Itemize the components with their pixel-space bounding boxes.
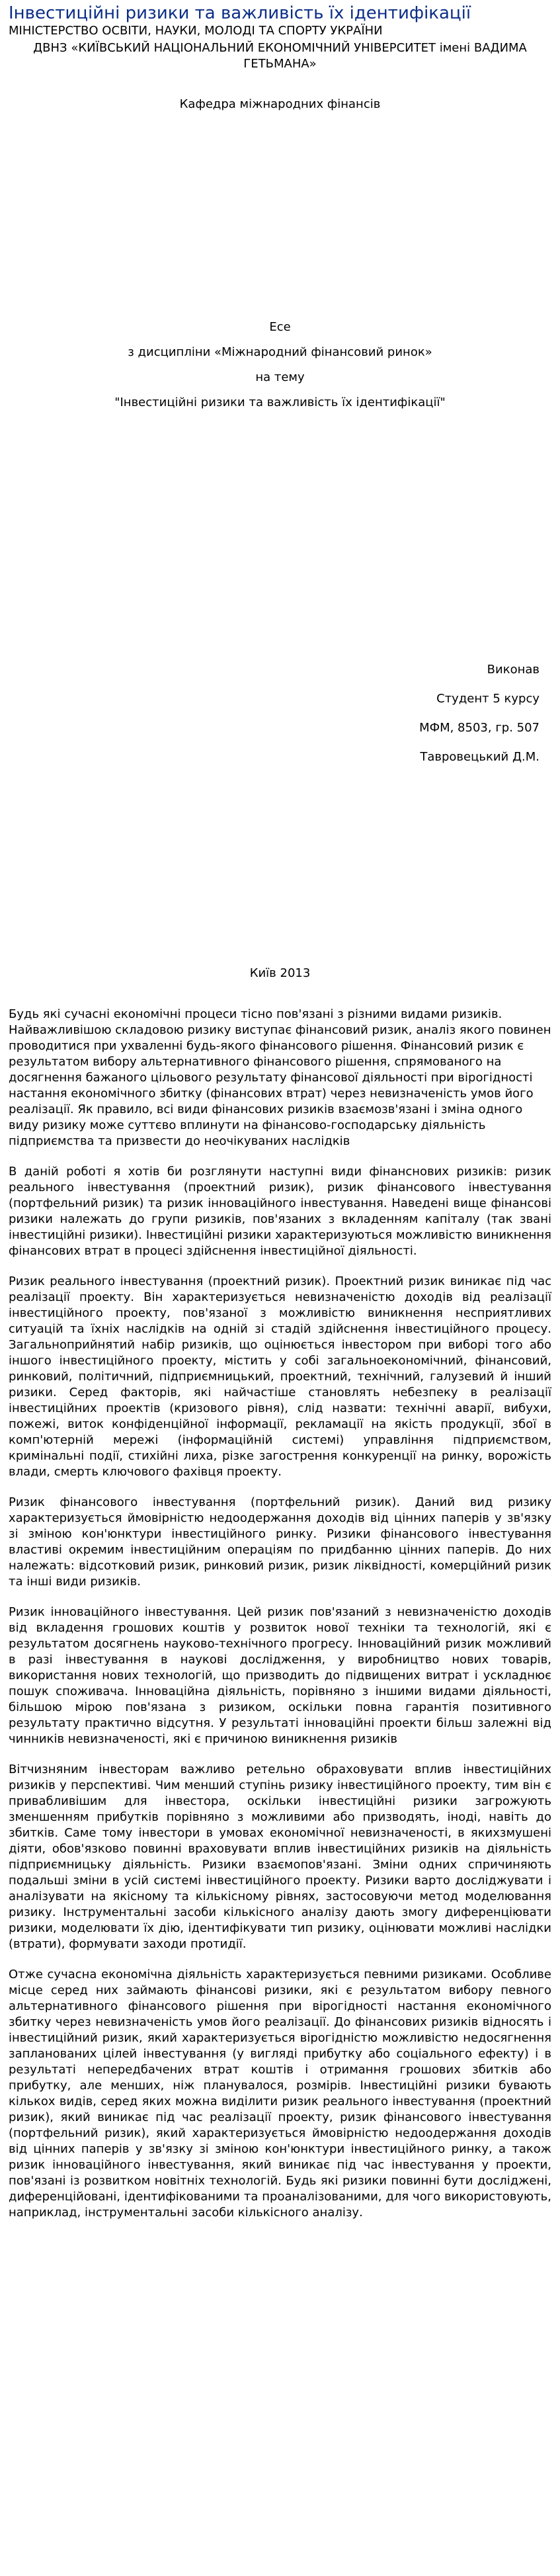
city-year: Київ 2013 <box>249 966 311 980</box>
university-name: ДВНЗ «КИЇВСЬКИЙ НАЦІОНАЛЬНИЙ ЕКОНОМІЧНИЙ УНІВЕРСИТЕТ імені ВАДИМА ГЕТЬМАНА» <box>33 41 527 71</box>
ministry-name: МІНІСТЕРСТВО ОСВІТИ, НАУКИ, МОЛОДІ ТА СПОРТУ УКРАЇНИ <box>9 24 383 38</box>
author-performed: Виконав <box>487 663 540 677</box>
paragraph: Ризик інноваційного інвестування. Цей ризик пов'язаний з невизначеністю доходів від вкладення грошових коштів у розвиток нової техніки та технологій, які є результатом досягнень науково-технічного прогресу. Інноваційний ризик можливий в разі інвестування в наукові дослідження, у виробництво нових товарів, використання нових технологій, що призводить до підвищених витрат і ускладнює пошук споживача. Інноваційна діяльність, порівняно з іншими видами діяльності, більшою мірою пов'язана з ризиком, оскільки повна гарантія позитивного результату практично відсутня. У результаті інноваційні проекти більш залежні від чинників невизначеності, які є причиною виникнення ризиків <box>9 1605 551 1746</box>
paragraph: Отже сучасна економічна діяльність характеризується певними ризиками. Особливе місце серед них займають фінансові ризики, які є результатом вибору певного альтернативного фінансового рішення при вірогідності настання економічного збитку через невизначеність умов його реалізації. До фінансових ризиків відносять і інвестиційний ризик, який характеризується вірогідністю можливістю недосягнення запланованих цілей інвестування (у вигляді прибутку або соціального ефекту) і в результаті непередбачених втрат коштів і отримання грошових збитків або прибутку, але менших, ніж планувалося, розмірів. Інвестиційні ризики бувають кількох видів, серед яких можна виділити ризик реального інвестування (проектний ризик), який виникає під час реалізації проекту, ризик фінансового інвестування (портфельний ризик), який характеризується ймовірністю недоодержання доходів від цінних паперів у зв'язку зі зміною кон'юнктури інвестиційного ринку, а також ризик інноваційного інвестування, який виникає під час інвестування у проекти, пов'язані із розвитком новітніх технологій. Будь які ризики повинні бути досліджені, диференційовані, ідентифікованими та проаналізованими, для чого використовують, наприклад, інструментальні засоби кількісного аналізу. <box>9 1968 551 2220</box>
department-name: Кафедра міжнародних фінансів <box>179 97 381 111</box>
paragraph: Вітчизняним інвесторам важливо ретельно обраховувати вплив інвестиційних ризиків у перспективі. Чим менший ступінь ризику інвестиційного проекту, тим він є привабливішим для інвестора, оскільки інвестиційні ризики загрожують зменшенням прибутків порівняно з можливими або призводять, іноді, навіть до збитків. Саме тому інвестори в умовах економічної невизначеності, в якихзмушені діяти, обов'язково повинні враховувати вплив інвестиційних ризиків на діяльність підприємницьку діяльність. Ризики взаємопов'язані. Зміни одних спричиняють подальші зміни в усій системі інвестиційного проекту. Ризики варто досліджувати і аналізувати на якісному та кількісному рівнях, застосовуючи метод моделювання ризику. Інструментальні засоби кількісного аналізу дають змогу диференціювати ризики, моделювати їх дію, ідентифікувати тип ризику, оцінювати можливі наслідки (втрати), формувати заходи протидії. <box>9 1763 551 1951</box>
author-block <box>9 662 551 765</box>
author-name: Тавровецький Д.М. <box>420 750 540 764</box>
essay-topic: "Інвестиційні ризики та важливість їх ідентифікації" <box>114 395 446 409</box>
paragraph: Будь які сучасні економічні процеси тісно пов'язані з різними видами ризиків. Найважливішою складовою ризику виступає фінансовий ризик, аналіз якого повинен проводитися при ухваленні будь-якого фінансового рішення. Фінансовий ризик є результатом вибору альтернативного фінансового рішення, спрямованого на досягнення бажаного цільового результату фінансової діяльності при вірогідності настання економічного збитку (фінансових втрат) через невизначеність умов його реалізації. Як правило, всі види фінансових ризиків взаємозв'язані і зміна одного виду ризику може суттєво вплинути на фінансово-господарську діяльність підприємства та призвести до неочікуваних наслідків <box>9 1007 551 1148</box>
paragraph: В даній роботі я хотів би розглянути наступні види фінанснових ризиків: ризик реального інвестування (проектний ризик), ризик фінансового інвестування (портфельний ризик) та ризик інноваційного інвестування. Наведені вище фінансові ризики належать до групи ризиків, пов'язаних з вкладенням капіталу (так звані інвестиційні ризики). Інвестиційні ризики характеризуються можливістю виникнення фінансових втрат в процесі здійснення інвестиційної діяльності. <box>9 1165 551 1258</box>
author-group: МФМ, 8503, гр. 507 <box>419 721 540 735</box>
essay-title-block <box>9 319 551 411</box>
paragraph: Ризик реального інвестування (проектний ризик). Проектний ризик виникає під час реалізації проекту. Він характеризується невизначеністю доходів від реалізації інвестиційного проекту, пов'язаної з можливістю виникнення несприятливих ситуацій та їхніх наслідків на одній зі стадій здійснення інвестиційного процесу. Загальноприйнятий набір ризиків, що оцінюється інвестором при виборі того або іншого інвестиційного проекту, містить у собі загальноекономічний, фінансовий, ринковий, політичний, підприємницький, проектний, технічний, галузевий й інший ризики. Серед факторів, які найчастіше становлять небезпеку в реалізації інвестиційних проектів (кризового рівня), слід назвати: технічні аварії, вибухи, пожежі, виток конфіденційної інформації, рекламації на якість продукції, збої в комп'ютерній мережі (інформаційній системі) управління підприємством, кримінальні події, стихійні лиха, різке загострення конкуренції на ринку, ворожість влади, смерть ключового фахівця проекту. <box>9 1274 551 1479</box>
document-title: Інвестиційні ризики та важливість їх ідентифікації <box>9 3 471 23</box>
essay-body <box>9 1007 551 2221</box>
essay-type: Есе <box>269 320 291 334</box>
essay-topic-label: на тему <box>255 370 305 384</box>
essay-discipline: з дисципліни «Міжнародний фінансовий ринок» <box>128 345 432 359</box>
paragraph: Ризик фінансового інвестування (портфельний ризик). Даний вид ризику характеризується ймовірністю недоодержання доходів від цінних паперів у зв'язку зі зміною кон'юнктури інвестиційного ринку. Ризики фінансового інвестування властиві окремим інвестиційним операціям по придбанню цінних паперів. До них належать: відсотковий ризик, ринковий ризик, ризик ліквідності, комерційний ризик та інші види ризиків. <box>9 1495 551 1589</box>
author-course: Студент 5 курсу <box>436 692 540 706</box>
